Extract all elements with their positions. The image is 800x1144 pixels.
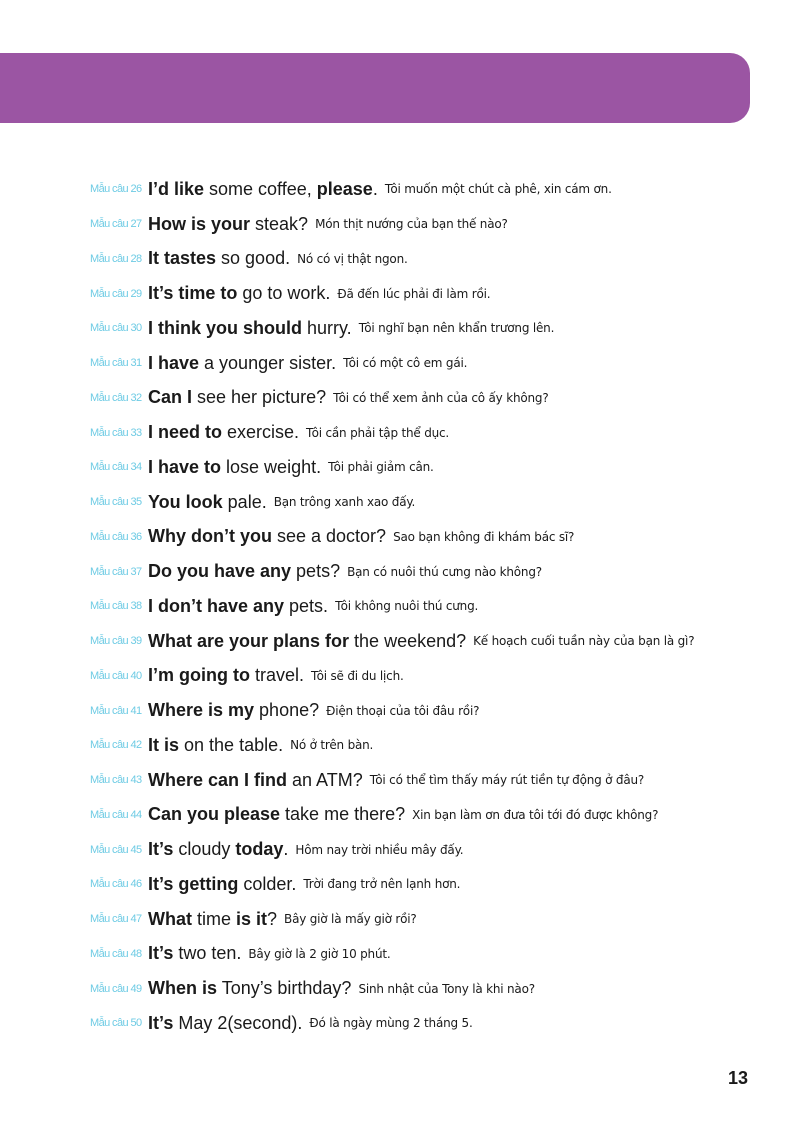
sentence-number-label: Mẫu câu 32 bbox=[90, 391, 142, 404]
sentence-text: Tony’s birthday? bbox=[217, 978, 352, 999]
vietnamese-translation: Xin bạn làm ơn đưa tôi tới đó được không? bbox=[412, 807, 659, 822]
sentence-row bbox=[90, 971, 790, 1006]
sentence-row bbox=[90, 207, 790, 242]
english-sentence bbox=[148, 943, 241, 964]
sentence-text: . bbox=[283, 839, 289, 860]
vietnamese-translation: Bạn có nuôi thú cưng nào không? bbox=[347, 564, 542, 579]
sentence-row bbox=[90, 763, 790, 798]
sentence-row bbox=[90, 311, 790, 346]
sentence-text: ? bbox=[267, 908, 278, 929]
key-phrase: You look bbox=[148, 491, 223, 512]
key-phrase: It’s bbox=[148, 1012, 174, 1033]
sentence-text: pets. bbox=[284, 595, 329, 616]
sentence-row bbox=[90, 520, 790, 555]
sentence-text: go to work. bbox=[237, 283, 331, 304]
sentence-text: steak? bbox=[250, 213, 309, 234]
sentence-number-label: Mẫu câu 50 bbox=[90, 1017, 142, 1030]
english-sentence bbox=[148, 596, 328, 617]
sentence-number-label: Mẫu câu 29 bbox=[90, 287, 142, 300]
key-phrase: It’s getting bbox=[148, 873, 239, 894]
sentence-number-label: Mẫu câu 26 bbox=[90, 183, 142, 196]
sentence-number-label: Mẫu câu 30 bbox=[90, 322, 142, 335]
key-phrase: How is your bbox=[148, 213, 251, 234]
english-sentence bbox=[148, 978, 351, 999]
sentence-row bbox=[90, 450, 790, 485]
sentence-text: so good. bbox=[216, 248, 291, 269]
key-phrase: It’s time to bbox=[148, 283, 238, 304]
sentence-number-label: Mẫu câu 43 bbox=[90, 774, 142, 787]
vietnamese-translation: Hôm nay trời nhiều mây đấy. bbox=[295, 842, 464, 857]
sentence-text: hurry. bbox=[302, 317, 352, 338]
sentence-row bbox=[90, 693, 790, 728]
sentence-row bbox=[90, 415, 790, 450]
sentence-text: time bbox=[192, 908, 237, 929]
sentence-text: May 2(second). bbox=[173, 1012, 303, 1033]
sentence-row bbox=[90, 867, 790, 902]
vietnamese-translation: Bây giờ là 2 giờ 10 phút. bbox=[248, 946, 391, 961]
sentence-number-label: Mẫu câu 37 bbox=[90, 565, 142, 578]
sentence-text: colder. bbox=[238, 873, 297, 894]
english-sentence bbox=[148, 1013, 302, 1034]
sentence-text: an ATM? bbox=[287, 769, 363, 790]
vietnamese-translation: Điện thoại của tôi đâu rồi? bbox=[326, 703, 480, 718]
sentence-text: pale. bbox=[222, 491, 267, 512]
key-phrase: What bbox=[148, 908, 192, 929]
english-sentence bbox=[148, 770, 363, 791]
key-phrase: It’s bbox=[148, 943, 174, 964]
english-sentence bbox=[148, 179, 378, 200]
vietnamese-translation: Sinh nhật của Tony là khi nào? bbox=[358, 981, 535, 996]
sentence-number-label: Mẫu câu 42 bbox=[90, 739, 142, 752]
key-phrase: I have bbox=[148, 352, 200, 373]
sentence-number-label: Mẫu câu 40 bbox=[90, 669, 142, 682]
sentence-number-label: Mẫu câu 35 bbox=[90, 496, 142, 509]
header-banner bbox=[0, 53, 750, 123]
sentence-number-label: Mẫu câu 48 bbox=[90, 947, 142, 960]
key-phrase: I think you should bbox=[148, 317, 302, 338]
sentence-text: a younger sister. bbox=[199, 352, 337, 373]
key-phrase: Where is my bbox=[148, 700, 255, 721]
vietnamese-translation: Món thịt nướng của bạn thế nào? bbox=[315, 217, 508, 232]
sentence-row bbox=[90, 346, 790, 381]
sentence-row bbox=[90, 589, 790, 624]
sentence-row bbox=[90, 381, 790, 416]
english-sentence bbox=[148, 492, 267, 513]
key-phrase: It’s bbox=[148, 839, 174, 860]
sentence-text: take me there? bbox=[280, 804, 406, 825]
english-sentence bbox=[148, 665, 304, 686]
english-sentence bbox=[148, 839, 288, 860]
english-sentence bbox=[148, 700, 319, 721]
sentence-row bbox=[90, 1006, 790, 1041]
sentence-number-label: Mẫu câu 34 bbox=[90, 461, 142, 474]
vietnamese-translation: Nó ở trên bàn. bbox=[290, 738, 374, 753]
sentence-row bbox=[90, 624, 790, 659]
sentence-row bbox=[90, 485, 790, 520]
vietnamese-translation: Bạn trông xanh xao đấy. bbox=[273, 495, 416, 510]
english-sentence bbox=[148, 283, 330, 304]
sentence-text: two ten. bbox=[173, 943, 242, 964]
key-phrase: It tastes bbox=[148, 248, 217, 269]
sentence-number-label: Mẫu câu 49 bbox=[90, 982, 142, 995]
sentence-row bbox=[90, 242, 790, 277]
sentence-text: pets? bbox=[291, 561, 341, 582]
sentence-text: . bbox=[372, 178, 378, 199]
sentence-number-label: Mẫu câu 27 bbox=[90, 218, 142, 231]
english-sentence bbox=[148, 214, 308, 235]
sentence-text: on the table. bbox=[179, 734, 284, 755]
sentence-text: cloudy bbox=[173, 839, 236, 860]
sentence-text: the weekend? bbox=[349, 630, 467, 651]
key-phrase: Why don’t you bbox=[148, 526, 272, 547]
english-sentence bbox=[148, 526, 386, 547]
vietnamese-translation: Tôi sẽ đi du lịch. bbox=[311, 668, 404, 683]
vietnamese-translation: Tôi có một cô em gái. bbox=[343, 356, 468, 371]
vietnamese-translation: Tôi có thể xem ảnh của cô ấy không? bbox=[333, 390, 549, 405]
sentence-row bbox=[90, 798, 790, 833]
sentence-number-label: Mẫu câu 47 bbox=[90, 913, 142, 926]
sentence-number-label: Mẫu câu 28 bbox=[90, 252, 142, 265]
sentence-number-label: Mẫu câu 31 bbox=[90, 357, 142, 370]
key-phrase: Can you please bbox=[148, 804, 281, 825]
key-phrase: today bbox=[235, 839, 284, 860]
vietnamese-translation: Tôi phải giảm cân. bbox=[328, 460, 434, 475]
key-phrase: I need to bbox=[148, 422, 223, 443]
vietnamese-translation: Đó là ngày mùng 2 tháng 5. bbox=[309, 1016, 473, 1031]
sentence-row bbox=[90, 276, 790, 311]
sentence-text: exercise. bbox=[222, 422, 300, 443]
vietnamese-translation: Tôi nghĩ bạn nên khẩn trương lên. bbox=[358, 321, 555, 336]
sentence-row bbox=[90, 832, 790, 867]
sentence-number-label: Mẫu câu 45 bbox=[90, 843, 142, 856]
english-sentence bbox=[148, 561, 340, 582]
english-sentence bbox=[148, 318, 352, 339]
page-number: 13 bbox=[728, 1068, 749, 1088]
vietnamese-translation: Nó có vị thật ngon. bbox=[297, 251, 408, 266]
key-phrase: I have to bbox=[148, 456, 222, 477]
key-phrase: Where can I find bbox=[148, 769, 288, 790]
sentence-text: lose weight. bbox=[221, 456, 322, 477]
sentence-row bbox=[90, 659, 790, 694]
english-sentence bbox=[148, 631, 466, 652]
english-sentence bbox=[148, 804, 405, 825]
key-phrase: I don’t have any bbox=[148, 595, 285, 616]
key-phrase: is it bbox=[236, 908, 268, 929]
vietnamese-translation: Đã đến lúc phải đi làm rồi. bbox=[337, 286, 491, 301]
sentence-number-label: Mẫu câu 46 bbox=[90, 878, 142, 891]
vietnamese-translation: Bây giờ là mấy giờ rồi? bbox=[284, 912, 417, 927]
key-phrase: When is bbox=[148, 978, 218, 999]
key-phrase: I’m going to bbox=[148, 665, 250, 686]
vietnamese-translation: Trời đang trở nên lạnh hơn. bbox=[303, 877, 461, 892]
english-sentence bbox=[148, 874, 296, 895]
vietnamese-translation: Kế hoạch cuối tuần này của bạn là gì? bbox=[473, 634, 695, 649]
english-sentence bbox=[148, 735, 283, 756]
sentence-text: see her picture? bbox=[192, 387, 327, 408]
sentence-row bbox=[90, 172, 790, 207]
english-sentence bbox=[148, 353, 336, 374]
sentence-list bbox=[90, 172, 790, 1041]
vietnamese-translation: Tôi cần phải tập thể dục. bbox=[306, 425, 450, 440]
sentence-number-label: Mẫu câu 38 bbox=[90, 600, 142, 613]
sentence-number-label: Mẫu câu 44 bbox=[90, 808, 142, 821]
key-phrase: Do you have any bbox=[148, 561, 292, 582]
vietnamese-translation: Tôi có thể tìm thấy máy rút tiền tự động ở đâu? bbox=[369, 773, 645, 788]
english-sentence bbox=[148, 248, 290, 269]
sentence-row bbox=[90, 902, 790, 937]
vietnamese-translation: Tôi không nuôi thú cưng. bbox=[335, 599, 479, 614]
key-phrase: Can I bbox=[148, 387, 193, 408]
sentence-number-label: Mẫu câu 41 bbox=[90, 704, 142, 717]
sentence-text: travel. bbox=[249, 665, 305, 686]
english-sentence bbox=[148, 387, 326, 408]
sentence-row bbox=[90, 554, 790, 589]
key-phrase: I’d like bbox=[148, 178, 205, 199]
vietnamese-translation: Sao bạn không đi khám bác sĩ? bbox=[393, 529, 575, 544]
key-phrase: What are your plans for bbox=[148, 630, 350, 651]
sentence-number-label: Mẫu câu 36 bbox=[90, 530, 142, 543]
sentence-row bbox=[90, 937, 790, 972]
key-phrase: It is bbox=[148, 734, 180, 755]
key-phrase: please bbox=[316, 178, 373, 199]
english-sentence bbox=[148, 909, 277, 930]
sentence-text: see a doctor? bbox=[271, 526, 387, 547]
sentence-number-label: Mẫu câu 39 bbox=[90, 635, 142, 648]
english-sentence bbox=[148, 422, 299, 443]
sentence-text: some coffee, bbox=[204, 178, 317, 199]
sentence-number-label: Mẫu câu 33 bbox=[90, 426, 142, 439]
vietnamese-translation: Tôi muốn một chút cà phê, xin cám ơn. bbox=[384, 182, 612, 197]
sentence-text: phone? bbox=[254, 700, 320, 721]
sentence-row bbox=[90, 728, 790, 763]
english-sentence bbox=[148, 457, 321, 478]
